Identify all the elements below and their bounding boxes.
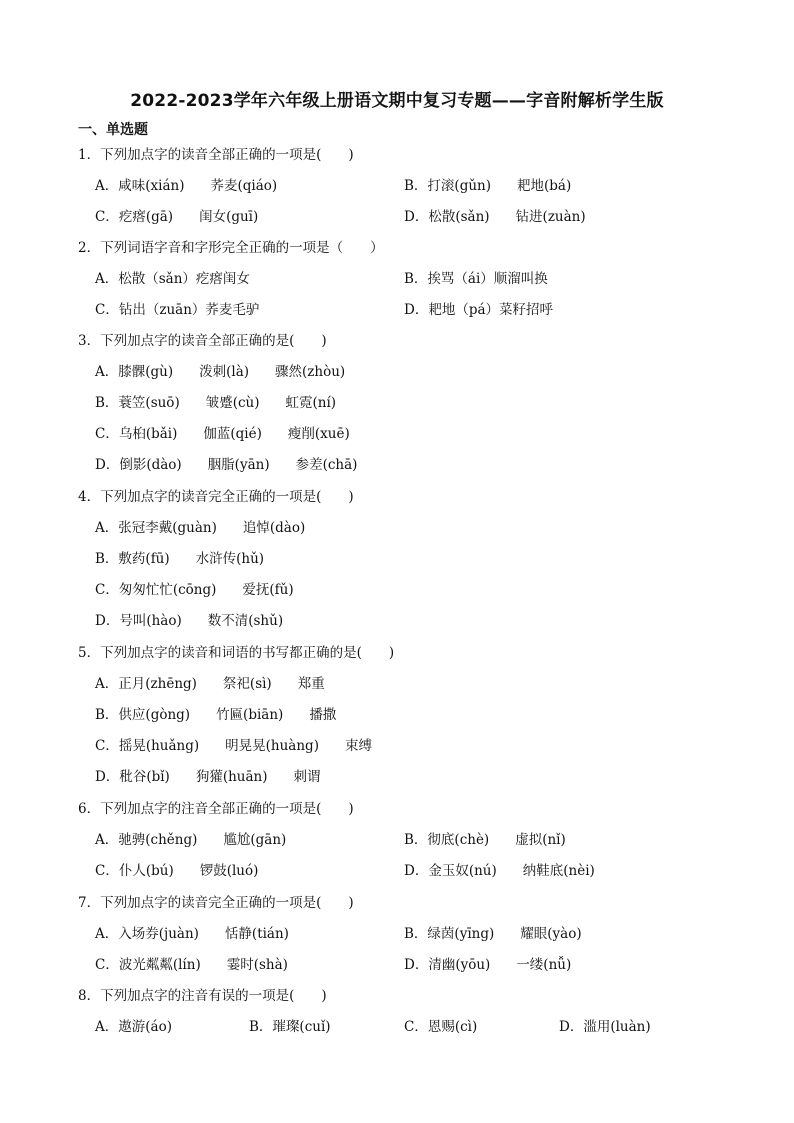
option-b[interactable]: B．敷药(fū) 水浒传(hǔ) [95, 551, 265, 567]
question-stem: 2．下列词语字音和字形完全正确的一项是（ ） [78, 240, 384, 256]
question-stem: 5．下列加点字的读音和词语的书写都正确的是( ) [78, 645, 395, 661]
option-c[interactable]: C．匆匆忙忙(cōng) 爱抚(fǔ) [95, 582, 294, 598]
option-a[interactable]: A．驰骋(chěng) 尴尬(gān) [95, 832, 287, 848]
option-b[interactable]: B．绿茵(yīng) 耀眼(yào) [404, 926, 582, 942]
option-c[interactable]: C．钻出（zuān）荞麦毛驴 [95, 302, 260, 318]
option-d[interactable]: D．号叫(hào) 数不清(shǔ) [95, 613, 284, 629]
option-b[interactable]: B．打滚(gǔn) 耙地(bá) [404, 178, 572, 194]
option-a[interactable]: A．膝髁(gù) 泼刺(là) 骤然(zhòu) [95, 364, 346, 380]
section-heading: 一、单选题 [78, 122, 148, 138]
option-a[interactable]: A．遨游(áo) [95, 1019, 172, 1035]
question-stem: 8．下列加点字的注音有误的一项是( ) [78, 988, 327, 1004]
option-b[interactable]: B．璀璨(cuǐ) [249, 1019, 331, 1035]
option-b[interactable]: B．蓑笠(suō) 皱蹙(cù) 虹霓(ní) [95, 395, 337, 411]
option-a[interactable]: A．入场券(juàn) 恬静(tián) [95, 926, 289, 942]
option-a[interactable]: A．张冠李戴(guàn) 追悼(dào) [95, 520, 306, 536]
question-stem: 1．下列加点字的读音全部正确的一项是( ) [78, 147, 354, 163]
question-stem: 3．下列加点字的读音全部正确的是( ) [78, 333, 327, 349]
option-b[interactable]: B．彻底(chè) 虚拟(nǐ) [404, 832, 566, 848]
option-d[interactable]: D．倒影(dào) 胭脂(yān) 参差(chā) [95, 457, 358, 473]
option-c[interactable]: C．乌桕(bǎi) 伽蓝(qié) 瘦削(xuē) [95, 426, 350, 442]
question-stem: 4．下列加点字的读音完全正确的一项是( ) [78, 489, 354, 505]
option-d[interactable]: D．金玉奴(nú) 纳鞋底(nèi) [404, 863, 595, 879]
option-c[interactable]: C．仆人(bú) 锣鼓(luó) [95, 863, 259, 879]
option-c[interactable]: C．波光粼粼(lín) 霎时(shà) [95, 957, 288, 973]
option-c[interactable]: C．恩赐(cì) [404, 1019, 478, 1035]
question-stem: 6．下列加点字的注音全部正确的一项是( ) [78, 801, 354, 817]
option-d[interactable]: D．清幽(yōu) 一缕(nǚ) [404, 957, 572, 973]
option-b[interactable]: B．供应(gòng) 竹匾(biān) 播撒 [95, 707, 337, 723]
option-a[interactable]: A．正月(zhēng) 祭祀(sì) 郑重 [95, 676, 325, 692]
page-title: 2022-2023学年六年级上册语文期中复习专题——字音附解析学生版 [130, 91, 664, 111]
option-a[interactable]: A．咸味(xián) 荞麦(qiáo) [95, 178, 278, 194]
option-a[interactable]: A．松散（sǎn）疙瘩闺女 [95, 271, 250, 287]
option-b[interactable]: B．挨骂（ái）顺溜叫换 [404, 271, 548, 287]
question-stem: 7．下列加点字的读音完全正确的一项是( ) [78, 895, 354, 911]
option-d[interactable]: D．松散(sǎn) 钻进(zuàn) [404, 209, 586, 225]
option-d[interactable]: D．滥用(luàn) [559, 1019, 651, 1035]
option-d[interactable]: D．耙地（pá）菜籽招呼 [404, 302, 554, 318]
option-c[interactable]: C．疙瘩(gā) 闺女(guī) [95, 209, 259, 225]
option-d[interactable]: D．秕谷(bǐ) 狗獾(huān) 刺谓 [95, 769, 321, 785]
option-c[interactable]: C．摇晃(huǎng) 明晃晃(huàng) 束缚 [95, 738, 372, 754]
